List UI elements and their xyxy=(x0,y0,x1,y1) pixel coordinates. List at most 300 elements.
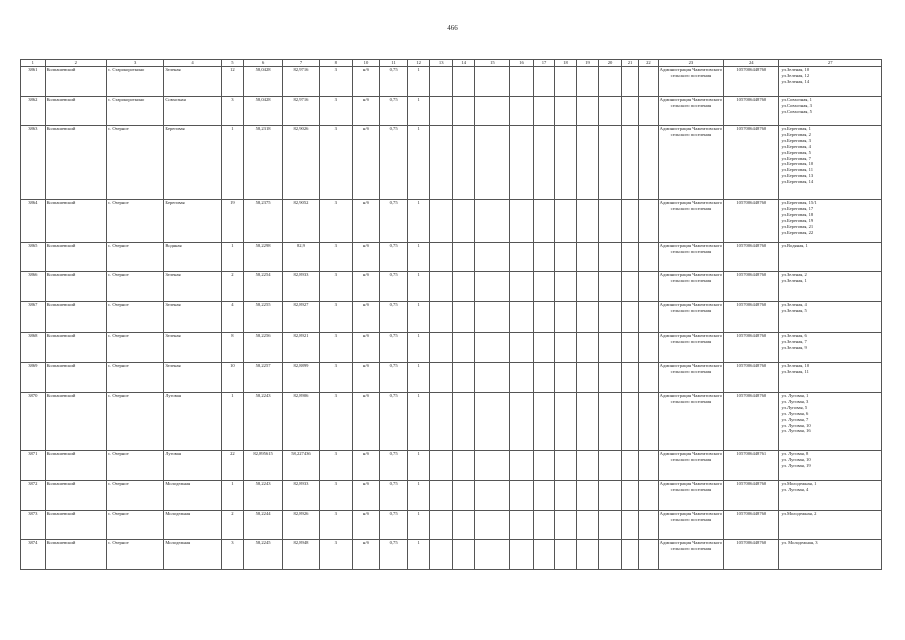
address-line: ул. Молодежная, 3 xyxy=(781,540,818,545)
address-line: ул. Луговая, 6 xyxy=(781,410,809,416)
latitude-cell: 58,2244 xyxy=(244,511,283,540)
empty-cell xyxy=(475,481,510,511)
empty-cell xyxy=(475,97,510,126)
empty-cell xyxy=(452,200,475,243)
table-row xyxy=(21,540,882,570)
row-number: 3864 xyxy=(21,200,46,243)
column-header: 17 xyxy=(533,60,554,67)
ogrn-cell: 1057006448760 xyxy=(724,511,779,540)
empty-cell xyxy=(452,511,475,540)
column-header: 23 xyxy=(658,60,724,67)
empty-cell xyxy=(599,126,622,200)
settlement-cell: с. Озерное xyxy=(106,511,163,540)
ogrn-cell: 1057006448760 xyxy=(724,67,779,97)
longitude-cell: 82,8926 xyxy=(283,511,320,540)
street-cell: Зеленая xyxy=(164,333,221,363)
address-line: ул.Береговая, 22 xyxy=(781,229,814,235)
column-header: 21 xyxy=(621,60,638,67)
empty-cell xyxy=(533,481,554,511)
empty-cell xyxy=(430,481,453,511)
administration-cell: Администрация Чажемтовского сельского поселения xyxy=(658,451,724,481)
empty-cell xyxy=(510,272,534,302)
empty-cell xyxy=(430,451,453,481)
address-line: ул. Луговая, 10 xyxy=(781,422,811,428)
empty-cell xyxy=(639,451,658,481)
column-12-cell: 1 xyxy=(407,481,430,511)
column-header: 27 xyxy=(779,60,882,67)
column-header: 19 xyxy=(576,60,599,67)
settlement-cell: с. Озерное xyxy=(106,200,163,243)
longitude-cell: 82,8906 xyxy=(283,393,320,451)
empty-cell xyxy=(576,272,599,302)
empty-cell xyxy=(510,451,534,481)
address-line: ул.Береговая, 5 xyxy=(781,149,811,155)
house-cell: 10 xyxy=(221,363,244,393)
column-8-cell: 3 xyxy=(319,540,352,570)
house-cell: 1 xyxy=(221,243,244,272)
empty-cell xyxy=(430,243,453,272)
empty-cell xyxy=(475,540,510,570)
empty-cell xyxy=(452,67,475,97)
empty-cell xyxy=(555,67,576,97)
column-header: 24 xyxy=(724,60,779,67)
address-line: ул. Луговая, 19 xyxy=(781,462,811,468)
empty-cell xyxy=(555,393,576,451)
address-line: ул.Береговая, 1 xyxy=(781,126,811,131)
empty-cell xyxy=(599,451,622,481)
address-line: ул. Луговая, 1 xyxy=(781,393,809,398)
empty-cell xyxy=(452,126,475,200)
empty-cell xyxy=(452,393,475,451)
district-cell: Колпашевский xyxy=(45,451,106,481)
address-line: ул. Луговая, 3 xyxy=(781,398,809,404)
column-11-cell: 0,75 xyxy=(380,481,408,511)
latitude-cell: 58,0428 xyxy=(244,67,283,97)
empty-cell xyxy=(621,243,638,272)
empty-cell xyxy=(475,451,510,481)
settlement-cell: с. Озерное xyxy=(106,272,163,302)
empty-cell xyxy=(621,451,638,481)
empty-cell xyxy=(452,481,475,511)
column-8-cell: 3 xyxy=(319,67,352,97)
column-10-cell: н/б xyxy=(352,243,380,272)
column-12-cell: 1 xyxy=(407,243,430,272)
addresses-cell xyxy=(779,272,882,302)
column-12-cell: 1 xyxy=(407,451,430,481)
column-10-cell: н/б xyxy=(352,200,380,243)
row-number: 3869 xyxy=(21,363,46,393)
empty-cell xyxy=(475,200,510,243)
empty-cell xyxy=(452,97,475,126)
district-cell: Колпашевский xyxy=(45,363,106,393)
empty-cell xyxy=(533,67,554,97)
address-line: ул. Луговая, 8 xyxy=(781,451,809,456)
house-cell: 8 xyxy=(221,333,244,363)
empty-cell xyxy=(452,540,475,570)
latitude-cell: 58,2375 xyxy=(244,200,283,243)
address-line: ул.Зеленая, 1 xyxy=(781,277,807,283)
empty-cell xyxy=(510,200,534,243)
ogrn-cell: 1057006448760 xyxy=(724,302,779,333)
ogrn-cell: 1057006448760 xyxy=(724,363,779,393)
empty-cell xyxy=(533,511,554,540)
table-row xyxy=(21,272,882,302)
address-line: ул.Зеленая, 10 xyxy=(781,67,810,72)
empty-cell xyxy=(533,540,554,570)
empty-cell xyxy=(475,363,510,393)
address-line: ул.Зеленая, 9 xyxy=(781,344,807,350)
column-11-cell: 0,75 xyxy=(380,393,408,451)
house-cell: 1 xyxy=(221,393,244,451)
page-number: 466 xyxy=(447,24,458,32)
column-11-cell: 0,75 xyxy=(380,333,408,363)
empty-cell xyxy=(639,333,658,363)
addresses-cell xyxy=(779,393,882,451)
street-cell: Зеленая xyxy=(164,272,221,302)
empty-cell xyxy=(639,243,658,272)
empty-cell xyxy=(576,200,599,243)
empty-cell xyxy=(430,302,453,333)
empty-cell xyxy=(555,126,576,200)
column-8-cell: 3 xyxy=(319,511,352,540)
column-10-cell: н/б xyxy=(352,67,380,97)
district-cell: Колпашевский xyxy=(45,333,106,363)
district-cell: Колпашевский xyxy=(45,511,106,540)
empty-cell xyxy=(533,302,554,333)
table-row xyxy=(21,200,882,243)
address-line: ул.Зеленая, 14 xyxy=(781,78,810,84)
administration-cell: Администрация Чажемтовского сельского поселения xyxy=(658,200,724,243)
empty-cell xyxy=(621,481,638,511)
latitude-cell: 82,895615 xyxy=(244,451,283,481)
empty-cell xyxy=(533,272,554,302)
column-11-cell: 0,75 xyxy=(380,67,408,97)
latitude-cell: 58,2298 xyxy=(244,243,283,272)
ogrn-cell: 1057006448760 xyxy=(724,481,779,511)
row-number: 3861 xyxy=(21,67,46,97)
empty-cell xyxy=(475,67,510,97)
empty-cell xyxy=(555,200,576,243)
empty-cell xyxy=(621,126,638,200)
latitude-cell: 58,2243 xyxy=(244,481,283,511)
empty-cell xyxy=(510,126,534,200)
column-12-cell: 1 xyxy=(407,333,430,363)
address-line: ул.Молодежная, 2 xyxy=(781,511,817,516)
ogrn-cell: 1057006448760 xyxy=(724,333,779,363)
administration-cell: Администрация Чажемтовского сельского поселения xyxy=(658,243,724,272)
addresses-cell xyxy=(779,540,882,570)
address-line: ул.Береговая, 21 xyxy=(781,223,814,229)
address-line: ул.Береговая, 15/1 xyxy=(781,200,817,205)
street-cell: Зеленая xyxy=(164,363,221,393)
settlement-cell: с. Озерное xyxy=(106,126,163,200)
column-8-cell: 3 xyxy=(319,97,352,126)
column-header: 3 xyxy=(106,60,163,67)
ogrn-cell: 1057006448760 xyxy=(724,97,779,126)
address-line: ул.Зеленая, 4 xyxy=(781,302,807,307)
addresses-cell xyxy=(779,333,882,363)
longitude-cell: 82,8899 xyxy=(283,363,320,393)
empty-cell xyxy=(430,333,453,363)
row-number: 3871 xyxy=(21,451,46,481)
latitude-cell: 58,2254 xyxy=(244,272,283,302)
table-header-row xyxy=(21,60,882,67)
table-row xyxy=(21,126,882,200)
column-12-cell: 1 xyxy=(407,363,430,393)
empty-cell xyxy=(510,511,534,540)
empty-cell xyxy=(639,540,658,570)
empty-cell xyxy=(599,97,622,126)
address-line: ул.Совхозная, 5 xyxy=(781,108,812,114)
column-8-cell: 3 xyxy=(319,200,352,243)
column-8-cell: 3 xyxy=(319,272,352,302)
address-line: ул.Береговая, 11 xyxy=(781,167,814,173)
empty-cell xyxy=(555,363,576,393)
empty-cell xyxy=(599,272,622,302)
latitude-cell: 58,2257 xyxy=(244,363,283,393)
house-cell: 3 xyxy=(221,97,244,126)
table-row xyxy=(21,243,882,272)
column-header: 6 xyxy=(244,60,283,67)
empty-cell xyxy=(430,67,453,97)
settlement-cell: с. Озерное xyxy=(106,333,163,363)
empty-cell xyxy=(430,126,453,200)
longitude-cell: 82,9026 xyxy=(283,126,320,200)
column-header: 22 xyxy=(639,60,658,67)
column-header: 15 xyxy=(475,60,510,67)
empty-cell xyxy=(555,333,576,363)
empty-cell xyxy=(430,200,453,243)
empty-cell xyxy=(599,393,622,451)
column-12-cell: 1 xyxy=(407,540,430,570)
empty-cell xyxy=(475,511,510,540)
settlement-cell: с. Старокороткино xyxy=(106,67,163,97)
address-line: ул. Луговая, 16 xyxy=(781,428,811,434)
empty-cell xyxy=(599,363,622,393)
table-row xyxy=(21,451,882,481)
empty-cell xyxy=(555,97,576,126)
column-11-cell: 0,75 xyxy=(380,97,408,126)
empty-cell xyxy=(475,243,510,272)
street-cell: Совхозная xyxy=(164,97,221,126)
address-line: ул.Луговая, 5 xyxy=(781,404,808,410)
column-11-cell: 0,75 xyxy=(380,243,408,272)
district-cell: Колпашевский xyxy=(45,67,106,97)
house-cell: 2 xyxy=(221,511,244,540)
street-cell: Береговая xyxy=(164,200,221,243)
row-number: 3873 xyxy=(21,511,46,540)
empty-cell xyxy=(510,363,534,393)
empty-cell xyxy=(510,333,534,363)
address-line: ул.Береговая, 4 xyxy=(781,143,811,149)
street-cell: Молодежная xyxy=(164,511,221,540)
column-header: 11 xyxy=(380,60,408,67)
empty-cell xyxy=(555,451,576,481)
administration-cell: Администрация Чажемтовского сельского поселения xyxy=(658,363,724,393)
empty-cell xyxy=(639,67,658,97)
street-cell: Молодежная xyxy=(164,540,221,570)
addresses-cell xyxy=(779,97,882,126)
latitude-cell: 58,2243 xyxy=(244,393,283,451)
empty-cell xyxy=(639,272,658,302)
longitude-cell: 82,9052 xyxy=(283,200,320,243)
address-line: ул.Зеленая, 11 xyxy=(781,368,809,374)
row-number: 3868 xyxy=(21,333,46,363)
empty-cell xyxy=(430,540,453,570)
empty-cell xyxy=(621,393,638,451)
empty-cell xyxy=(452,363,475,393)
column-11-cell: 0,75 xyxy=(380,363,408,393)
empty-cell xyxy=(510,393,534,451)
empty-cell xyxy=(576,302,599,333)
address-line: ул. Луговая, 7 xyxy=(781,416,809,422)
empty-cell xyxy=(599,540,622,570)
ogrn-cell: 1057006448760 xyxy=(724,272,779,302)
column-12-cell: 1 xyxy=(407,272,430,302)
empty-cell xyxy=(599,481,622,511)
addresses-cell xyxy=(779,200,882,243)
table-row xyxy=(21,67,882,97)
column-12-cell: 1 xyxy=(407,126,430,200)
empty-cell xyxy=(639,393,658,451)
empty-cell xyxy=(639,481,658,511)
empty-cell xyxy=(555,511,576,540)
empty-cell xyxy=(599,200,622,243)
settlement-cell: с. Озерное xyxy=(106,243,163,272)
ogrn-cell: 1057006448760 xyxy=(724,200,779,243)
row-number: 3863 xyxy=(21,126,46,200)
empty-cell xyxy=(533,200,554,243)
empty-cell xyxy=(452,451,475,481)
latitude-cell: 58,2255 xyxy=(244,302,283,333)
administration-cell: Администрация Чажемтовского сельского поселения xyxy=(658,272,724,302)
address-line: ул.Водяная, 1 xyxy=(781,243,808,248)
empty-cell xyxy=(639,126,658,200)
street-cell: Луговая xyxy=(164,393,221,451)
address-line: ул.Береговая, 13 xyxy=(781,173,814,179)
column-header: 8 xyxy=(319,60,352,67)
empty-cell xyxy=(576,67,599,97)
column-10-cell: н/б xyxy=(352,540,380,570)
column-8-cell: 3 xyxy=(319,333,352,363)
settlement-cell: с. Озерное xyxy=(106,393,163,451)
table-row xyxy=(21,97,882,126)
empty-cell xyxy=(430,363,453,393)
empty-cell xyxy=(639,302,658,333)
empty-cell xyxy=(475,333,510,363)
district-cell: Колпашевский xyxy=(45,243,106,272)
empty-cell xyxy=(621,363,638,393)
addresses-cell xyxy=(779,67,882,97)
empty-cell xyxy=(475,302,510,333)
address-line: ул.Зеленая, 10 xyxy=(781,363,810,368)
empty-cell xyxy=(599,302,622,333)
ogrn-cell: 1057006448760 xyxy=(724,540,779,570)
empty-cell xyxy=(555,272,576,302)
column-11-cell: 0,75 xyxy=(380,302,408,333)
empty-cell xyxy=(475,126,510,200)
street-cell: Зеленая xyxy=(164,302,221,333)
column-10-cell: н/б xyxy=(352,272,380,302)
column-header: 1 xyxy=(21,60,46,67)
administration-cell: Администрация Чажемтовского сельского поселения xyxy=(658,97,724,126)
table-row xyxy=(21,511,882,540)
addresses-cell xyxy=(779,126,882,200)
empty-cell xyxy=(576,393,599,451)
address-line: ул.Зеленая, 7 xyxy=(781,338,807,344)
column-header: 5 xyxy=(221,60,244,67)
address-line: ул.Совхозная, 3 xyxy=(781,102,812,108)
address-line: ул.Береговая, 2 xyxy=(781,131,811,137)
addresses-cell xyxy=(779,302,882,333)
address-line: ул.Совхозная, 1 xyxy=(781,97,812,102)
empty-cell xyxy=(576,540,599,570)
empty-cell xyxy=(430,272,453,302)
house-cell: 1 xyxy=(221,481,244,511)
column-12-cell: 1 xyxy=(407,393,430,451)
row-number: 3866 xyxy=(21,272,46,302)
empty-cell xyxy=(576,511,599,540)
address-line: ул.Береговая, 17 xyxy=(781,205,814,211)
table-row xyxy=(21,363,882,393)
column-10-cell: н/б xyxy=(352,481,380,511)
empty-cell xyxy=(510,302,534,333)
district-cell: Колпашевский xyxy=(45,393,106,451)
address-line: ул.Зеленая, 12 xyxy=(781,72,810,78)
empty-cell xyxy=(599,67,622,97)
street-cell: Водяная xyxy=(164,243,221,272)
column-header: 12 xyxy=(407,60,430,67)
table-row xyxy=(21,393,882,451)
empty-cell xyxy=(430,97,453,126)
longitude-cell: 82,9 xyxy=(283,243,320,272)
latitude-cell: 58,0428 xyxy=(244,97,283,126)
empty-cell xyxy=(621,333,638,363)
addresses-cell xyxy=(779,481,882,511)
empty-cell xyxy=(533,393,554,451)
administration-cell: Администрация Чажемтовского сельского поселения xyxy=(658,302,724,333)
administration-cell: Администрация Чажемтовского сельского поселения xyxy=(658,540,724,570)
empty-cell xyxy=(621,67,638,97)
row-number: 3874 xyxy=(21,540,46,570)
latitude-cell: 58,2245 xyxy=(244,540,283,570)
row-number: 3872 xyxy=(21,481,46,511)
street-cell: Береговая xyxy=(164,126,221,200)
column-10-cell: н/б xyxy=(352,511,380,540)
district-cell: Колпашевский xyxy=(45,126,106,200)
settlement-cell: с. Озерное xyxy=(106,451,163,481)
latitude-cell: 58,2318 xyxy=(244,126,283,200)
addresses-cell xyxy=(779,511,882,540)
column-12-cell: 1 xyxy=(407,200,430,243)
empty-cell xyxy=(533,243,554,272)
addresses-cell xyxy=(779,451,882,481)
table-row xyxy=(21,333,882,363)
empty-cell xyxy=(555,540,576,570)
district-cell: Колпашевский xyxy=(45,302,106,333)
column-header: 13 xyxy=(430,60,453,67)
settlement-cell: с. Озерное xyxy=(106,481,163,511)
empty-cell xyxy=(639,200,658,243)
table-row xyxy=(21,481,882,511)
administration-cell: Администрация Чажемтовского сельского поселения xyxy=(658,67,724,97)
empty-cell xyxy=(452,302,475,333)
column-12-cell: 1 xyxy=(407,67,430,97)
column-header: 14 xyxy=(452,60,475,67)
column-8-cell: 3 xyxy=(319,243,352,272)
empty-cell xyxy=(621,272,638,302)
ogrn-cell: 1057006448760 xyxy=(724,126,779,200)
